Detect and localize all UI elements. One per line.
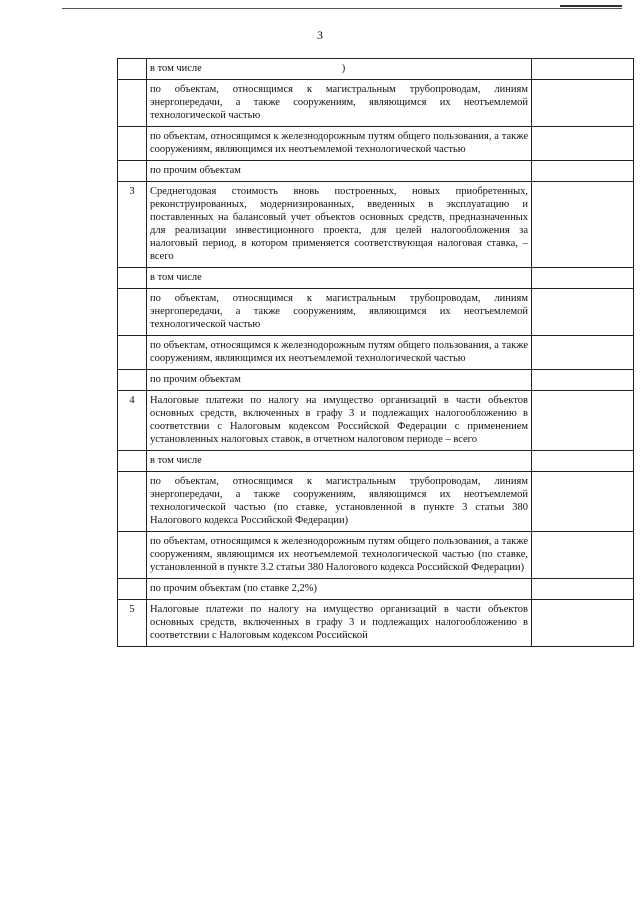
table-row bbox=[118, 579, 634, 600]
row-description-text: по объектам, относящимся к магистральным трубопроводам, линиям энергопередачи, а также сооружениям, являющимся их неотъемлемой технологической частью (по ставке, установленной в пункте 3 статьи 380 Налогового кодекса Российской Федерации) bbox=[150, 476, 528, 526]
row-number: 4 bbox=[118, 391, 147, 451]
value-cell bbox=[532, 472, 634, 532]
row-description-text: по прочим объектам bbox=[150, 165, 241, 176]
row-description-text: по прочим объектам (по ставке 2,2%) bbox=[150, 583, 318, 594]
row-number: 3 bbox=[118, 182, 147, 268]
row-description bbox=[147, 370, 532, 391]
table-row bbox=[118, 127, 634, 161]
row-number bbox=[118, 268, 147, 289]
value-cell bbox=[532, 289, 634, 336]
row-number bbox=[118, 532, 147, 579]
row-description bbox=[147, 59, 532, 80]
row-description bbox=[147, 336, 532, 370]
table-row bbox=[118, 532, 634, 579]
row-number bbox=[118, 59, 147, 80]
row-description bbox=[147, 600, 532, 647]
row-description bbox=[147, 127, 532, 161]
table-row bbox=[118, 336, 634, 370]
row-description-text: по объектам, относящимся к железнодорожным путям общего пользования, а также сооружениям, являющимся их неотъемлемой технологической частью bbox=[150, 131, 528, 155]
value-cell bbox=[532, 80, 634, 127]
row-number bbox=[118, 161, 147, 182]
value-cell bbox=[532, 59, 634, 80]
row-number bbox=[118, 336, 147, 370]
table-row bbox=[118, 182, 634, 268]
row-number bbox=[118, 127, 147, 161]
table-row bbox=[118, 268, 634, 289]
scan-edge-line bbox=[62, 8, 622, 9]
table-row bbox=[118, 370, 634, 391]
table-row bbox=[118, 59, 634, 80]
value-cell bbox=[532, 336, 634, 370]
row-description bbox=[147, 472, 532, 532]
page-number: 3 bbox=[317, 28, 323, 42]
row-description-text: по объектам, относящимся к железнодорожным путям общего пользования, а также сооружениям, являющимся их неотъемлемой технологической частью bbox=[150, 340, 528, 364]
value-cell bbox=[532, 161, 634, 182]
value-cell bbox=[532, 370, 634, 391]
row-description bbox=[147, 80, 532, 127]
table-row bbox=[118, 391, 634, 451]
table-row bbox=[118, 600, 634, 647]
row-description-text: по прочим объектам bbox=[150, 374, 241, 385]
row-description-text: в том числе bbox=[150, 63, 202, 74]
row-description bbox=[147, 268, 532, 289]
value-cell bbox=[532, 182, 634, 268]
value-cell bbox=[532, 451, 634, 472]
row-number bbox=[118, 80, 147, 127]
row-description-text: Среднегодовая стоимость вновь построенных, новых приобретенных, реконструированных, модернизированных, введенных в эксплуатацию и поставленных на балансовый учет объектов основных средств, предназначенных для реализации инвестиционного проекта, для целей налогообложения за налоговый период, в котором применяется соответствующая налоговая ставка, – всего bbox=[150, 186, 528, 262]
table-row bbox=[118, 472, 634, 532]
table-row bbox=[118, 161, 634, 182]
table-body bbox=[118, 59, 634, 647]
row-description bbox=[147, 161, 532, 182]
scan-edge-mark bbox=[560, 5, 622, 7]
table-row bbox=[118, 289, 634, 336]
row-description bbox=[147, 579, 532, 600]
row-description-text: Налоговые платежи по налогу на имущество организаций в части объектов основных средств, включенных в графу 3 и подлежащих налогообложению в соответствии с Налоговым кодексом Российской bbox=[150, 604, 528, 641]
row-number bbox=[118, 579, 147, 600]
row-description bbox=[147, 391, 532, 451]
value-cell bbox=[532, 532, 634, 579]
row-description bbox=[147, 182, 532, 268]
row-description-text: Налоговые платежи по налогу на имущество организаций в части объектов основных средств, включенных в графу 3 и подлежащих налогообложению в соответствии с Налоговым кодексом Российской Федерации с применением установленных налоговых ставок, в отчетном налоговом периоде – всего bbox=[150, 395, 528, 445]
indicator-table bbox=[117, 58, 634, 647]
row-description-text: по объектам, относящимся к магистральным трубопроводам, линиям энергопередачи, а также сооружениям, являющимся их неотъемлемой технологической частью bbox=[150, 84, 528, 121]
value-cell bbox=[532, 600, 634, 647]
row-number bbox=[118, 289, 147, 336]
row-description-text: по объектам, относящимся к железнодорожным путям общего пользования, а также сооружениям, являющимся их неотъемлемой технологической частью (по ставке, установленной в пункте 3.2 статьи 380 Налогового кодекса Российской Федерации) bbox=[150, 536, 528, 573]
row-number bbox=[118, 370, 147, 391]
row-description-text: в том числе bbox=[150, 272, 202, 283]
table-row bbox=[118, 451, 634, 472]
row-description bbox=[147, 532, 532, 579]
table-row bbox=[118, 80, 634, 127]
row-description bbox=[147, 289, 532, 336]
row-number bbox=[118, 451, 147, 472]
row-description-text: в том числе bbox=[150, 455, 202, 466]
row-description-text: по объектам, относящимся к магистральным трубопроводам, линиям энергопередачи, а также сооружениям, являющимся их неотъемлемой технологической частью bbox=[150, 293, 528, 330]
value-cell bbox=[532, 391, 634, 451]
value-cell bbox=[532, 579, 634, 600]
stray-mark: ) bbox=[341, 63, 346, 74]
row-description bbox=[147, 451, 532, 472]
value-cell bbox=[532, 127, 634, 161]
row-number bbox=[118, 472, 147, 532]
row-number: 5 bbox=[118, 600, 147, 647]
value-cell bbox=[532, 268, 634, 289]
